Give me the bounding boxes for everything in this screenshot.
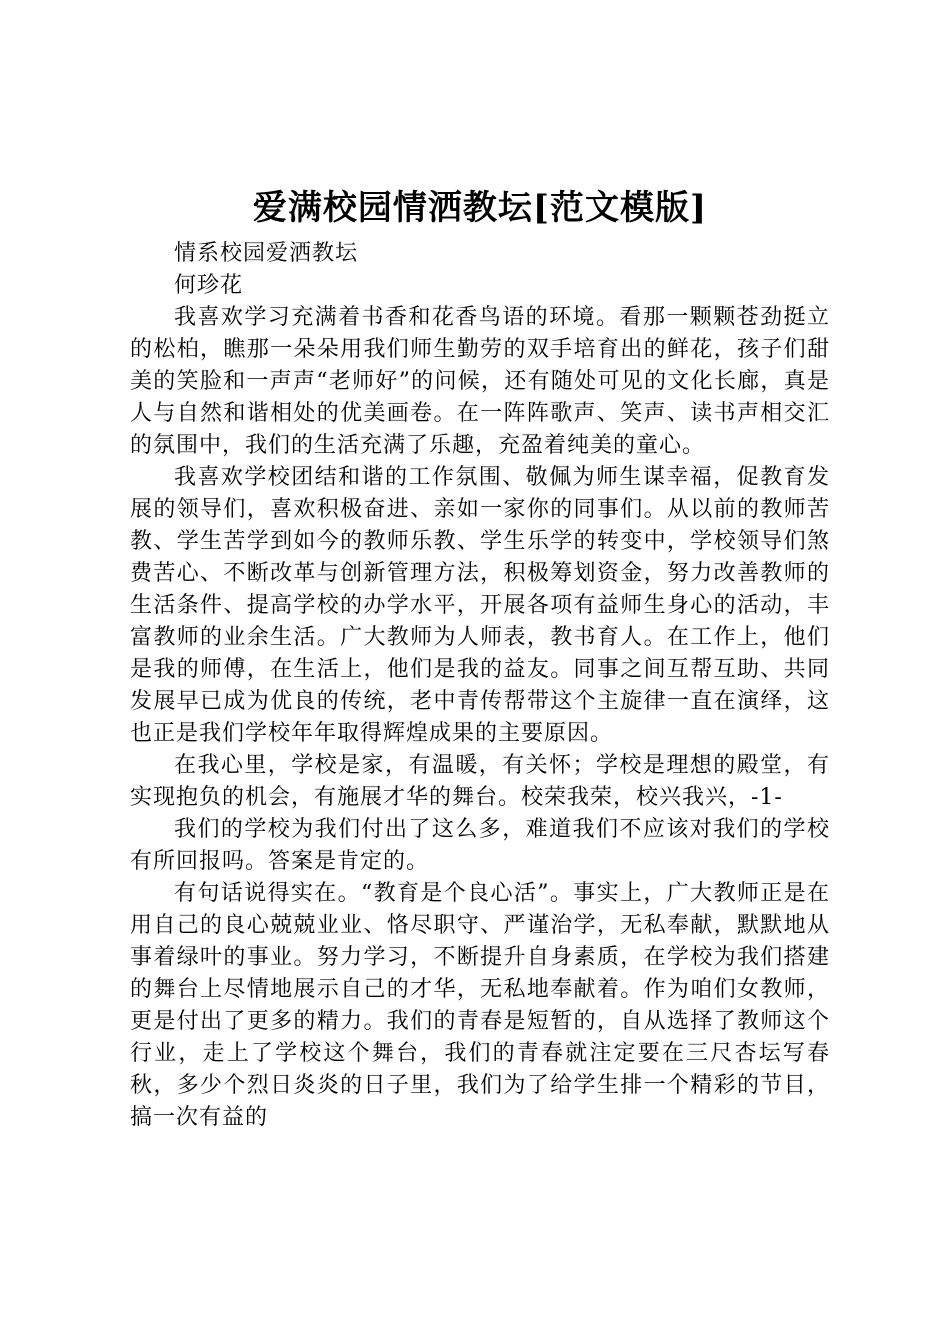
body-paragraph: 在我心里，学校是家，有温暖，有关怀；学校是理想的殿堂，有实现抱负的机会，有施展才华的舞台。校荣我荣，校兴我兴，-1- (130, 753, 830, 810)
body-paragraph: 我们的学校为我们付出了这么多，难道我们不应该对我们的学校有所回报吗。答案是肯定的。 (130, 817, 830, 874)
document-page (130, 180, 830, 1134)
body-paragraph: 有句话说得实在。“教育是个良心活”。事实上，广大教师正是在用自己的良心兢兢业业、恪尽职守、严谨治学，无私奉献，默默地从事着绿叶的事业。努力学习，不断提升自身素质，在学校为我们搭建的舞台上尽情地展示自己的才华，无私地奉献着。作为咱们女教师，更是付出了更多的精力。我们的青春是短暂的，自从选择了教师这个行业，走上了学校这个舞台，我们的青春就注定要在三尺杏坛写春秋，多少个烈日炎炎的日子里，我们为了给学生排一个精彩的节目，搞一次有益的 (130, 881, 830, 1130)
document-author: 何珍花 (174, 273, 244, 298)
body-paragraph: 我喜欢学习充满着书香和花香鸟语的环境。看那一颗颗苍劲挺立的松柏，瞧那一朵朵用我们师生勤劳的双手培育出的鲜花，孩子们甜美的笑脸和一声声“老师好”的问候，还有随处可见的文化长廊，真是人与自然和谐相处的优美画卷。在一阵阵歌声、笑声、读书声相交汇的氛围中，我们的生活充满了乐趣，充盈着纯美的童心。 (130, 305, 830, 458)
document-title: 爱满校园情洒教坛[范文模版] (252, 188, 708, 228)
body-paragraph: 我喜欢学校团结和谐的工作氛围、敬佩为师生谋幸福，促教育发展的领导们，喜欢积极奋进、亲如一家你的同事们。从以前的教师苦教、学生苦学到如今的教师乐教、学生乐学的转变中，学校领导们煞费苦心、不断改革与创新管理方法，积极筹划资金，努力改善教师的生活条件、提高学校的办学水平，开展各项有益师生身心的活动，丰富教师的业余生活。广大教师为人师表，教书育人。在工作上，他们是我的师傅，在生活上，他们是我的益友。同事之间互帮互助、共同发展早已成为优良的传统，老中青传帮带这个主旋律一直在演绎，这也正是我们学校年年取得辉煌成果的主要原因。 (130, 465, 830, 746)
document-subtitle: 情系校园爱洒教坛 (174, 241, 359, 266)
